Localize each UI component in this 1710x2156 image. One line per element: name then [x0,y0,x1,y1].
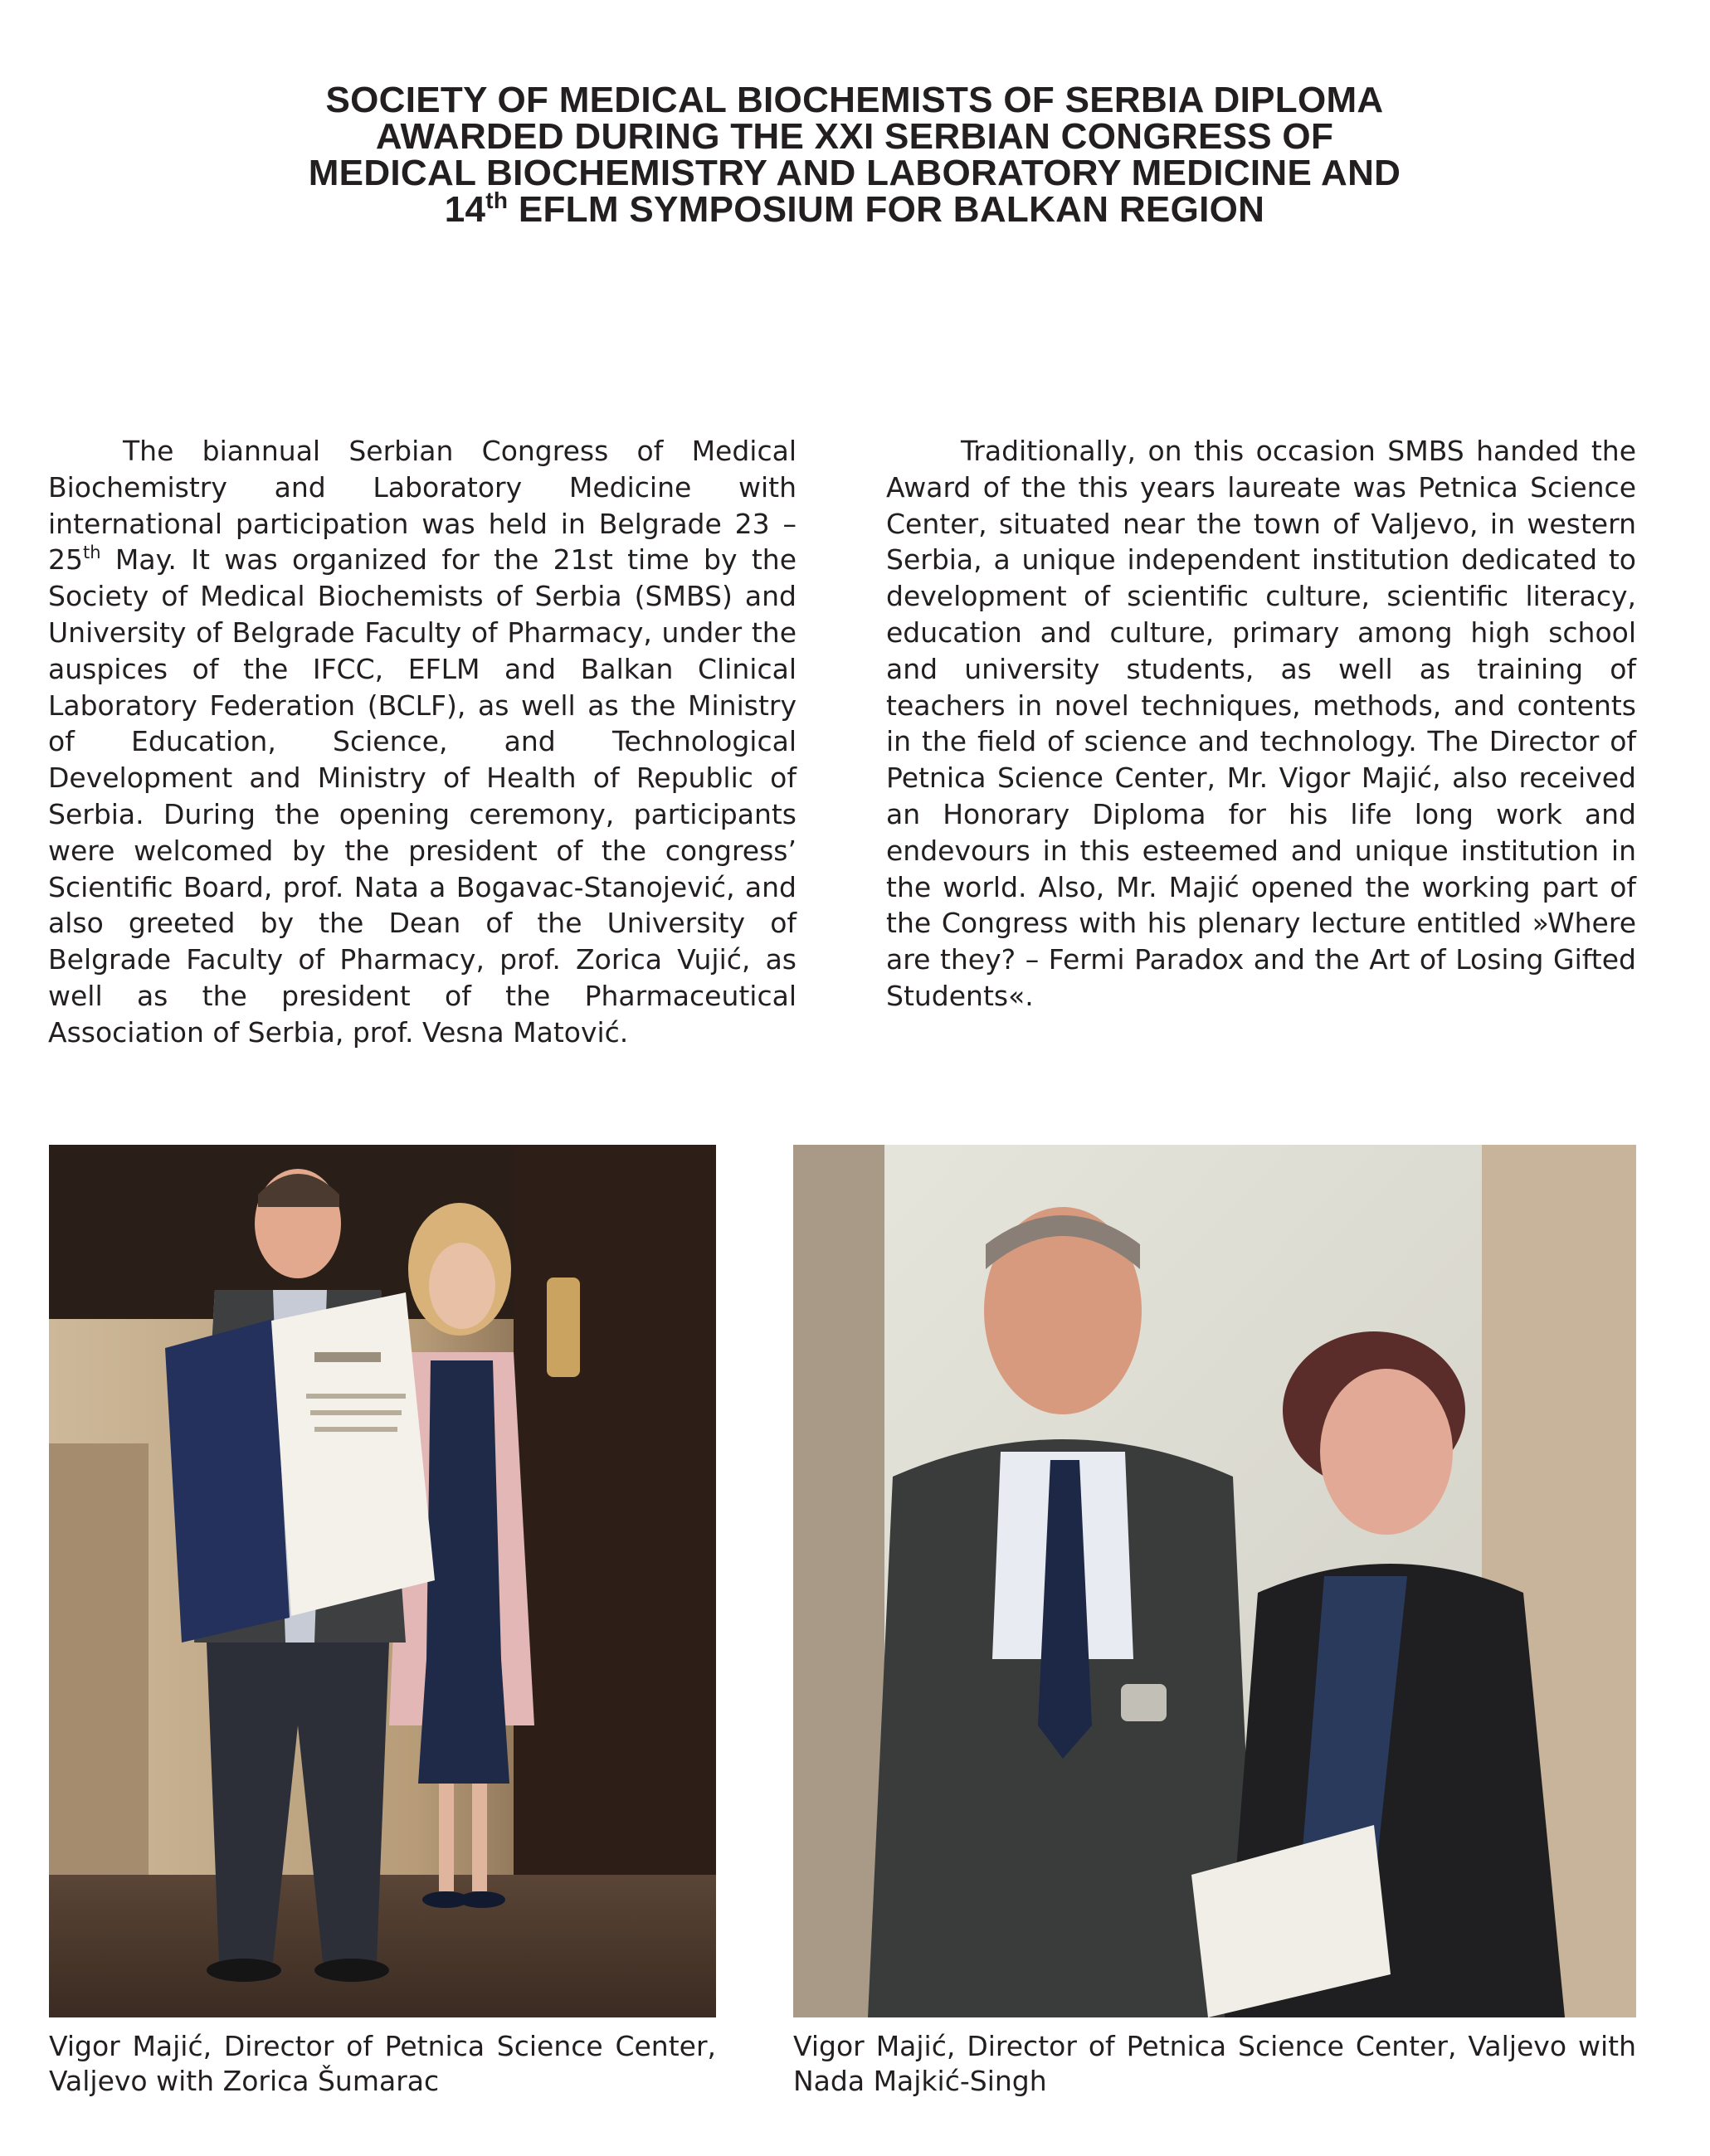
article-title [133,80,1576,231]
left-paragraph-superscript: th [83,543,101,563]
title-line-4-rest: EFLM SYMPOSIUM FOR BALKAN REGION [508,189,1265,231]
title-line-3: MEDICAL BIOCHEMISTRY AND LABORATORY MEDICINE AND [308,153,1401,194]
left-paragraph-part-2: May. It was organized for the 21st time by the Society of Medical Biochemists of Serbia (SMBS) and University of Belgrade Faculty of Pharmacy, under the auspices of the IFCC, EFLM and Balkan Clinical Laboratory Federation (BCLF), as well as the Ministry of Education, Science, and Technological Development and Ministry of Health of Republic of Serbia. During the opening ceremony, participants were welcomed by the president of the congress’ Scientific Board, prof. Nata a Bogavac-Stanojević, and also greeted by the Dean of the University of Belgrade Faculty of Pharmacy, prof. Zorica Vujić, as well as the president of the Pharmaceutical Association of Serbia, prof. Vesna Matović. [48,543,797,1049]
article-column-right [886,433,1636,1015]
right-paragraph: Traditionally, on this occasion SMBS handed the Award of the this years laureate was Petnica Science Center, situated near the town of Valjevo, in western Serbia, a unique independent institution dedicated to development of scientific culture, scientific literacy, education and culture, primary among high school and university students, as well as training of teachers in novel techniques, methods, and contents in the field of science and technology. The Director of Petnica Science Center, Mr. Vigor Majić, also received an Honorary Diploma for his life long work and endevours in this esteemed and unique institution in the world. Also, Mr. Majić opened the working part of the Congress with his plenary lecture entitled »Where are they? – Fermi Paradox and the Art of Losing Gifted Students«. [886,435,1636,1012]
title-line-4-number: 14 [444,189,486,231]
title-line-4-superscript: th [485,187,509,214]
photo-caption-left: Vigor Majić, Director of Petnica Science Center, Valjevo with Zorica Šumarac [49,2030,716,2097]
photo-lecture-hall [793,1145,1636,2017]
title-line-1: SOCIETY OF MEDICAL BIOCHEMISTS OF SERBIA DIPLOMA [325,80,1384,121]
photo-caption-right: Vigor Majić, Director of Petnica Science Center, Valjevo with Nada Majkić-Singh [793,2030,1636,2097]
title-line-4 [133,187,1576,231]
photo-lecture-hall-image [793,1145,1636,2017]
article-column-left [48,433,797,1051]
left-paragraph-part-1: The biannual Serbian Congress of Medical Biochemistry and Laboratory Medicine with international participation was held in Belgrade 23 – 25 [48,435,797,577]
left-paragraph [48,433,797,1051]
photo-award-presentation [49,1145,716,2017]
photo-award-presentation-image [49,1145,716,2017]
title-line-2: AWARDED DURING THE XXI SERBIAN CONGRESS OF [375,116,1334,158]
